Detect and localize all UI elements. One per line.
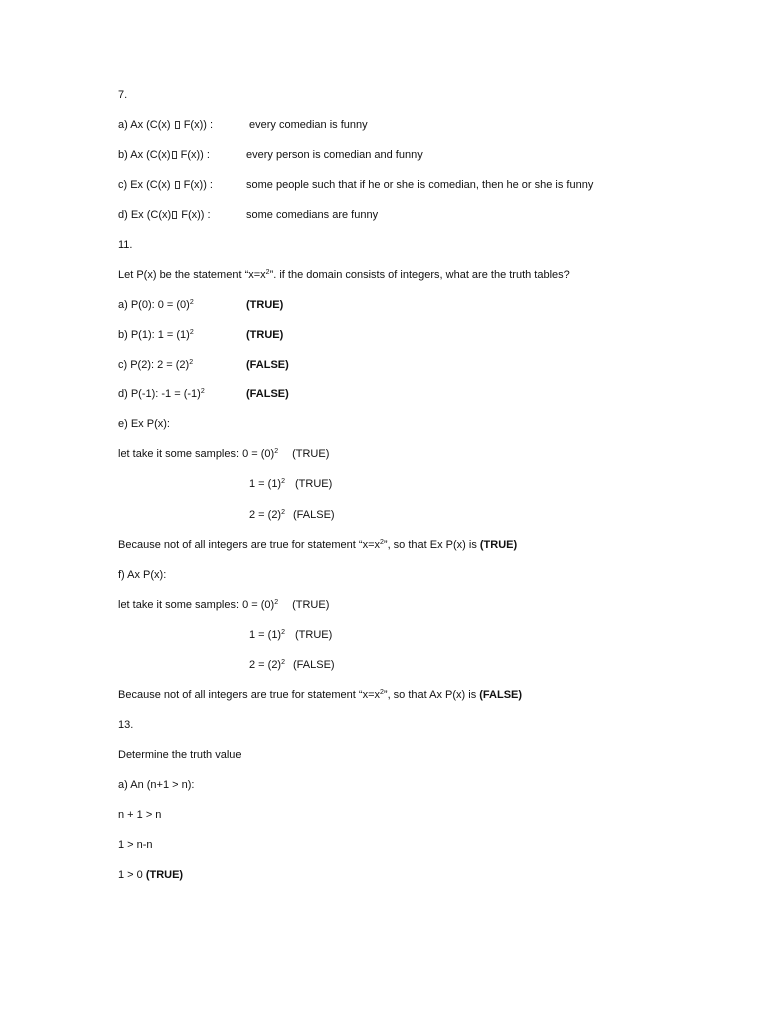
q11-e-sample-intro: let take it some samples: $0 = (0)^2$ (TRUE) xyxy=(118,448,330,460)
q7-number: 7. xyxy=(118,89,128,101)
q7-d-formula: d) Ex (C(x) F(x)) : xyxy=(118,209,211,221)
missing-glyph-icon xyxy=(172,211,177,219)
q7-a-formula: a) Ax (C(x) F(x)) : xyxy=(118,119,214,131)
q11-part-c-result: (FALSE) xyxy=(246,359,289,371)
q11-f-sample2: $2 = (2)^2$ (FALSE) xyxy=(249,659,335,671)
q11-intro: Let P(x) be the statement “$x=x^2$”. if the domain consists of integers, what are the truth tables? xyxy=(118,269,570,281)
q11-part-a-result: (TRUE) xyxy=(246,299,284,311)
q13-step3: 1 > 0 (TRUE) xyxy=(118,869,184,881)
q11-f-sample1: $1 = (1)^2$ (TRUE) xyxy=(249,629,333,641)
q11-f-conclusion: Because not of all integers are true for statement “$x=x^2$”, so that Ax P(x) is (FALSE) xyxy=(118,689,523,701)
q13-a-label: a) An (n+1 > n): xyxy=(118,779,195,791)
q11-e-conclusion: Because not of all integers are true for statement “$x=x^2$”, so that Ex P(x) is (TRUE) xyxy=(118,539,518,551)
q7-c-meaning: some people such that if he or she is comedian, then he or she is funny xyxy=(246,179,594,191)
q11-part-c: c) P(2): $2 = (2)^2$ xyxy=(118,359,194,371)
q11-part-d-result: (FALSE) xyxy=(246,388,289,400)
q11-number: 11. xyxy=(118,239,133,251)
q11-f-sample-intro: let take it some samples: $0 = (0)^2$ (TRUE) xyxy=(118,599,330,611)
q13-step1: n + 1 > n xyxy=(118,809,162,821)
q11-part-a: a) P(0): $0 = (0)^2$ xyxy=(118,299,194,311)
q7-b-meaning: every person is comedian and funny xyxy=(246,149,423,161)
q13-number: 13. xyxy=(118,719,134,731)
missing-glyph-icon xyxy=(175,121,180,129)
q11-part-b-result: (TRUE) xyxy=(246,329,284,341)
q7-c-formula: c) Ex (C(x) F(x)) : xyxy=(118,179,213,191)
q13-step2: 1 > n-n xyxy=(118,839,153,851)
q7-b-formula: b) Ax (C(x) F(x)) : xyxy=(118,149,210,161)
q11-part-b: b) P(1): $1 = (1)^2$ xyxy=(118,329,194,341)
q13-intro: Determine the truth value xyxy=(118,749,242,761)
q7-a-meaning: every comedian is funny xyxy=(249,119,368,131)
q11-part-d: d) P(-1): $-1 = (-1)^2$ xyxy=(118,388,205,400)
missing-glyph-icon xyxy=(175,181,180,189)
q11-f-label: f) Ax P(x): xyxy=(118,569,167,581)
q7-d-meaning: some comedians are funny xyxy=(246,209,379,221)
q11-e-sample2: $2 = (2)^2$ (FALSE) xyxy=(249,509,335,521)
q11-e-label: e) Ex P(x): xyxy=(118,418,170,430)
missing-glyph-icon xyxy=(172,151,177,159)
q11-e-sample1: $1 = (1)^2$ (TRUE) xyxy=(249,478,333,490)
